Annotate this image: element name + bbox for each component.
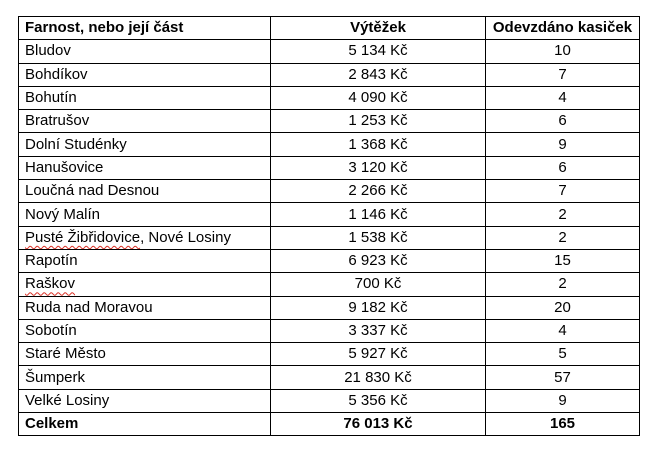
table-row <box>19 63 640 86</box>
amount-cell: 4 090 Kč <box>271 86 486 109</box>
table-row <box>19 343 640 366</box>
amount-cell: 3 120 Kč <box>271 156 486 179</box>
total-boxes: 165 <box>486 413 640 436</box>
collection-results-table <box>18 16 640 436</box>
amount-cell: 21 830 Kč <box>271 366 486 389</box>
table-row <box>19 180 640 203</box>
parish-cell: Staré Město <box>19 343 271 366</box>
amount-cell: 1 253 Kč <box>271 110 486 133</box>
parish-cell: Nový Malín <box>19 203 271 226</box>
parish-cell: Šumperk <box>19 366 271 389</box>
parish-cell: Sobotín <box>19 319 271 342</box>
amount-cell: 1 368 Kč <box>271 133 486 156</box>
amount-cell: 1 538 Kč <box>271 226 486 249</box>
boxes-cell: 2 <box>486 273 640 296</box>
table-row <box>19 296 640 319</box>
boxes-cell: 2 <box>486 226 640 249</box>
boxes-cell: 9 <box>486 133 640 156</box>
table-row <box>19 110 640 133</box>
table-row <box>19 273 640 296</box>
parish-cell: Ruda nad Moravou <box>19 296 271 319</box>
amount-cell: 700 Kč <box>271 273 486 296</box>
header-parish: Farnost, nebo její část <box>19 17 271 40</box>
parish-cell: Bludov <box>19 40 271 63</box>
table-total-row <box>19 413 640 436</box>
parish-cell: Bratrušov <box>19 110 271 133</box>
header-amount: Výtěžek <box>271 17 486 40</box>
boxes-cell: 9 <box>486 389 640 412</box>
parish-cell: Rapotín <box>19 249 271 272</box>
amount-cell: 2 843 Kč <box>271 63 486 86</box>
table-row <box>19 366 640 389</box>
table-row <box>19 319 640 342</box>
table-row <box>19 156 640 179</box>
boxes-cell: 4 <box>486 86 640 109</box>
boxes-cell: 2 <box>486 203 640 226</box>
boxes-cell: 7 <box>486 180 640 203</box>
table-row <box>19 86 640 109</box>
spellcheck-flagged-text: Raškov <box>25 275 76 293</box>
parish-cell: Velké Losiny <box>19 389 271 412</box>
parish-cell: Dolní Studénky <box>19 133 271 156</box>
boxes-cell: 57 <box>486 366 640 389</box>
table-row <box>19 389 640 412</box>
amount-cell: 5 356 Kč <box>271 389 486 412</box>
parish-cell: Bohutín <box>19 86 271 109</box>
boxes-cell: 4 <box>486 319 640 342</box>
amount-cell: 2 266 Kč <box>271 180 486 203</box>
boxes-cell: 15 <box>486 249 640 272</box>
boxes-cell: 10 <box>486 40 640 63</box>
table-header-row <box>19 17 640 40</box>
boxes-cell: 20 <box>486 296 640 319</box>
boxes-cell: 7 <box>486 63 640 86</box>
amount-cell: 1 146 Kč <box>271 203 486 226</box>
amount-cell: 3 337 Kč <box>271 319 486 342</box>
boxes-cell: 6 <box>486 110 640 133</box>
parish-cell: Hanušovice <box>19 156 271 179</box>
amount-cell: 5 927 Kč <box>271 343 486 366</box>
table-row <box>19 249 640 272</box>
spellcheck-flagged-text: Pusté Žibřidovice <box>25 228 141 246</box>
table-row <box>19 40 640 63</box>
amount-cell: 5 134 Kč <box>271 40 486 63</box>
total-amount: 76 013 Kč <box>271 413 486 436</box>
parish-cell-suffix: , Nové Losiny <box>140 228 231 246</box>
amount-cell: 9 182 Kč <box>271 296 486 319</box>
parish-cell: Loučná nad Desnou <box>19 180 271 203</box>
parish-cell <box>19 226 271 249</box>
table-row <box>19 203 640 226</box>
table-row <box>19 226 640 249</box>
boxes-cell: 5 <box>486 343 640 366</box>
amount-cell: 6 923 Kč <box>271 249 486 272</box>
parish-cell: Bohdíkov <box>19 63 271 86</box>
table-row <box>19 133 640 156</box>
boxes-cell: 6 <box>486 156 640 179</box>
header-boxes: Odevzdáno kasiček <box>486 17 640 40</box>
parish-cell <box>19 273 271 296</box>
total-label: Celkem <box>19 413 271 436</box>
